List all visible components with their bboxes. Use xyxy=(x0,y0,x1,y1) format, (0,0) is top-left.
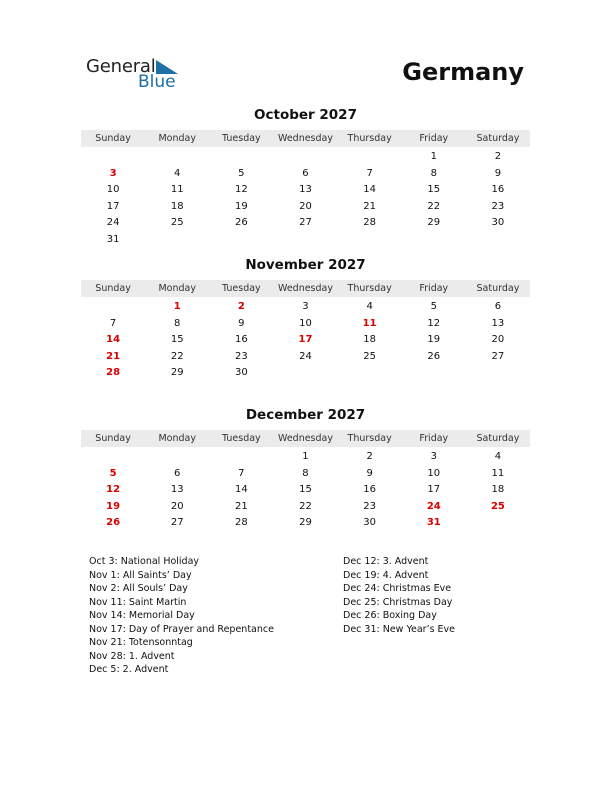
day-cell: 2 xyxy=(366,451,373,462)
month-november xyxy=(81,256,530,382)
week-row xyxy=(81,166,530,183)
empty-day-cell xyxy=(466,232,530,249)
day-cell: 20 xyxy=(491,334,505,346)
empty-day-cell xyxy=(145,232,209,249)
weekday-header xyxy=(81,280,530,297)
weekday-header xyxy=(81,130,530,147)
month-october xyxy=(81,106,530,249)
week-row xyxy=(81,316,530,333)
holiday-item: Nov 17: Day of Prayer and Repentance xyxy=(89,623,274,635)
day-cell: 2 xyxy=(237,301,245,312)
month-grid xyxy=(81,149,530,249)
day-cell: 22 xyxy=(427,200,441,212)
week-row xyxy=(81,466,530,483)
holiday-item: Dec 25: Christmas Day xyxy=(343,596,453,608)
day-cell: 17 xyxy=(106,200,120,212)
day-cell: 2 xyxy=(494,151,502,162)
day-cell: 14 xyxy=(234,484,248,496)
day-cell: 26 xyxy=(106,517,121,529)
weekday-label: Thursday xyxy=(347,433,392,444)
empty-day-cell xyxy=(81,299,145,316)
week-row xyxy=(81,182,530,199)
day-cell: 11 xyxy=(362,317,377,329)
weekday-label: Saturday xyxy=(476,433,520,444)
day-cell: 29 xyxy=(299,517,312,529)
day-cell: 28 xyxy=(234,517,248,529)
month-grid xyxy=(81,299,530,382)
weekday-header xyxy=(81,430,530,447)
day-cell: 6 xyxy=(302,167,309,179)
week-row xyxy=(81,499,530,516)
day-cell: 31 xyxy=(106,233,120,245)
day-cell: 24 xyxy=(106,217,120,229)
day-cell: 26 xyxy=(427,350,441,362)
day-cell: 23 xyxy=(491,200,505,212)
day-cell: 16 xyxy=(234,334,248,346)
day-cell: 30 xyxy=(363,517,376,529)
holiday-item: Dec 31: New Year’s Eve xyxy=(343,623,456,635)
day-cell: 11 xyxy=(491,467,505,479)
empty-day-cell xyxy=(273,149,337,166)
weekday-label: Sunday xyxy=(95,283,131,294)
day-cell: 21 xyxy=(106,350,121,362)
empty-day-cell xyxy=(402,232,466,249)
weekday-label: Wednesday xyxy=(277,283,333,294)
day-cell: 4 xyxy=(366,301,373,312)
day-cell: 14 xyxy=(106,334,121,346)
day-cell: 3 xyxy=(109,167,117,179)
day-cell: 26 xyxy=(234,217,248,229)
weekday-label: Sunday xyxy=(95,133,131,144)
weekday-label: Monday xyxy=(158,283,196,294)
day-cell: 25 xyxy=(490,500,505,512)
day-cell: 22 xyxy=(170,350,184,362)
day-cell: 19 xyxy=(234,200,248,212)
day-cell: 25 xyxy=(363,350,376,362)
day-cell: 18 xyxy=(491,484,505,496)
day-cell: 4 xyxy=(174,167,181,179)
day-cell: 7 xyxy=(366,167,373,179)
week-row xyxy=(81,515,530,532)
empty-day-cell xyxy=(145,449,209,466)
day-cell: 12 xyxy=(234,184,248,196)
day-cell: 4 xyxy=(494,451,502,462)
day-cell: 25 xyxy=(170,217,184,229)
day-cell: 17 xyxy=(427,484,441,496)
country-title: Germany xyxy=(402,58,524,86)
weekday-label: Thursday xyxy=(347,133,392,144)
day-cell: 9 xyxy=(366,467,373,479)
weekday-label: Friday xyxy=(419,133,449,144)
month-title: October 2027 xyxy=(254,107,357,123)
day-cell: 30 xyxy=(234,367,248,379)
day-cell: 27 xyxy=(170,517,184,529)
day-cell: 8 xyxy=(430,167,437,179)
week-row xyxy=(81,349,530,366)
weekday-label: Wednesday xyxy=(277,433,333,444)
day-cell: 10 xyxy=(427,467,441,479)
day-cell: 7 xyxy=(238,467,245,479)
empty-day-cell xyxy=(81,449,145,466)
day-cell: 9 xyxy=(238,317,245,329)
logo-word-blue: Blue xyxy=(138,72,176,92)
day-cell: 3 xyxy=(302,301,309,312)
month-title: December 2027 xyxy=(245,407,366,423)
day-cell: 13 xyxy=(170,484,184,496)
day-cell: 16 xyxy=(363,484,376,496)
day-cell: 12 xyxy=(106,484,121,496)
day-cell: 5 xyxy=(109,467,117,479)
weekday-label: Wednesday xyxy=(277,133,333,144)
weekday-label: Monday xyxy=(158,433,196,444)
holiday-item: Nov 1: All Saints’ Day xyxy=(89,569,192,581)
week-row xyxy=(81,332,530,349)
weekday-label: Saturday xyxy=(476,133,520,144)
holiday-list-right xyxy=(343,555,455,636)
day-cell: 18 xyxy=(363,334,376,346)
weekday-label: Tuesday xyxy=(222,133,261,144)
day-cell: 22 xyxy=(299,500,312,512)
day-cell: 5 xyxy=(238,167,245,179)
empty-day-cell xyxy=(338,365,402,382)
weekday-label: Tuesday xyxy=(222,433,261,444)
week-row xyxy=(81,199,530,216)
empty-day-cell xyxy=(273,232,337,249)
holiday-item: Dec 24: Christmas Eve xyxy=(343,583,452,594)
holiday-item: Dec 12: 3. Advent xyxy=(343,556,429,567)
day-cell: 1 xyxy=(430,151,437,162)
empty-day-cell xyxy=(338,149,402,166)
day-cell: 30 xyxy=(491,217,505,229)
empty-day-cell xyxy=(145,149,209,166)
holiday-item: Nov 2: All Souls’ Day xyxy=(89,583,188,594)
week-row xyxy=(81,365,530,382)
holiday-item: Nov 28: 1. Advent xyxy=(89,650,175,662)
day-cell: 29 xyxy=(170,367,184,379)
holiday-item: Nov 14: Memorial Day xyxy=(89,610,195,621)
day-cell: 17 xyxy=(298,334,313,346)
day-cell: 20 xyxy=(299,200,312,212)
generalblue-logo xyxy=(86,56,186,92)
week-row xyxy=(81,449,530,466)
weekday-label: Monday xyxy=(158,133,196,144)
day-cell: 15 xyxy=(299,484,312,496)
day-cell: 21 xyxy=(363,200,376,212)
empty-day-cell xyxy=(209,149,273,166)
day-cell: 8 xyxy=(174,317,181,329)
day-cell: 27 xyxy=(491,350,505,362)
week-row xyxy=(81,232,530,249)
empty-day-cell xyxy=(273,365,337,382)
holiday-item: Dec 19: 4. Advent xyxy=(343,569,429,581)
month-title: November 2027 xyxy=(245,257,366,273)
day-cell: 13 xyxy=(299,184,312,196)
weekday-label: Saturday xyxy=(476,283,520,294)
weekday-label: Tuesday xyxy=(222,283,261,294)
day-cell: 9 xyxy=(494,167,502,179)
empty-day-cell xyxy=(466,515,530,532)
empty-day-cell xyxy=(338,232,402,249)
week-row xyxy=(81,299,530,316)
day-cell: 27 xyxy=(299,217,312,229)
day-cell: 18 xyxy=(170,200,184,212)
empty-day-cell xyxy=(81,149,145,166)
weekday-label: Friday xyxy=(419,433,449,444)
day-cell: 1 xyxy=(302,451,309,462)
day-cell: 19 xyxy=(427,334,441,346)
day-cell: 13 xyxy=(491,317,505,329)
day-cell: 16 xyxy=(491,184,505,196)
weekday-label: Friday xyxy=(419,283,449,294)
holiday-item: Dec 26: Boxing Day xyxy=(343,610,437,621)
day-cell: 19 xyxy=(106,500,121,512)
day-cell: 24 xyxy=(426,500,441,512)
empty-day-cell xyxy=(466,365,530,382)
empty-day-cell xyxy=(209,449,273,466)
weekday-label: Sunday xyxy=(95,433,131,444)
week-row xyxy=(81,482,530,499)
holiday-item: Dec 5: 2. Advent xyxy=(89,664,169,675)
day-cell: 11 xyxy=(170,184,184,196)
empty-day-cell xyxy=(402,365,466,382)
holiday-item: Oct 3: National Holiday xyxy=(89,556,200,567)
week-row xyxy=(81,215,530,232)
day-cell: 10 xyxy=(299,317,312,329)
day-cell: 5 xyxy=(430,301,437,312)
day-cell: 6 xyxy=(174,467,181,479)
day-cell: 24 xyxy=(299,350,312,362)
day-cell: 7 xyxy=(109,317,117,329)
day-cell: 14 xyxy=(363,184,376,196)
day-cell: 23 xyxy=(363,500,376,512)
month-december xyxy=(81,406,530,532)
day-cell: 15 xyxy=(427,184,441,196)
empty-day-cell xyxy=(209,232,273,249)
day-cell: 20 xyxy=(170,500,184,512)
day-cell: 28 xyxy=(363,217,376,229)
holiday-list-left xyxy=(89,555,274,677)
day-cell: 6 xyxy=(494,301,502,312)
day-cell: 23 xyxy=(234,350,248,362)
day-cell: 1 xyxy=(173,301,181,312)
day-cell: 21 xyxy=(234,500,248,512)
day-cell: 29 xyxy=(427,217,441,229)
day-cell: 15 xyxy=(170,334,184,346)
day-cell: 10 xyxy=(106,184,120,196)
holiday-item: Nov 11: Saint Martin xyxy=(89,596,187,608)
month-grid xyxy=(81,449,530,532)
holiday-item: Nov 21: Totensonntag xyxy=(89,637,193,648)
day-cell: 28 xyxy=(106,367,121,379)
weekday-label: Thursday xyxy=(347,283,392,294)
logo-word-general: General xyxy=(86,56,156,77)
day-cell: 3 xyxy=(430,451,437,462)
day-cell: 12 xyxy=(427,317,441,329)
day-cell: 31 xyxy=(426,517,441,529)
day-cell: 8 xyxy=(302,467,309,479)
week-row xyxy=(81,149,530,166)
